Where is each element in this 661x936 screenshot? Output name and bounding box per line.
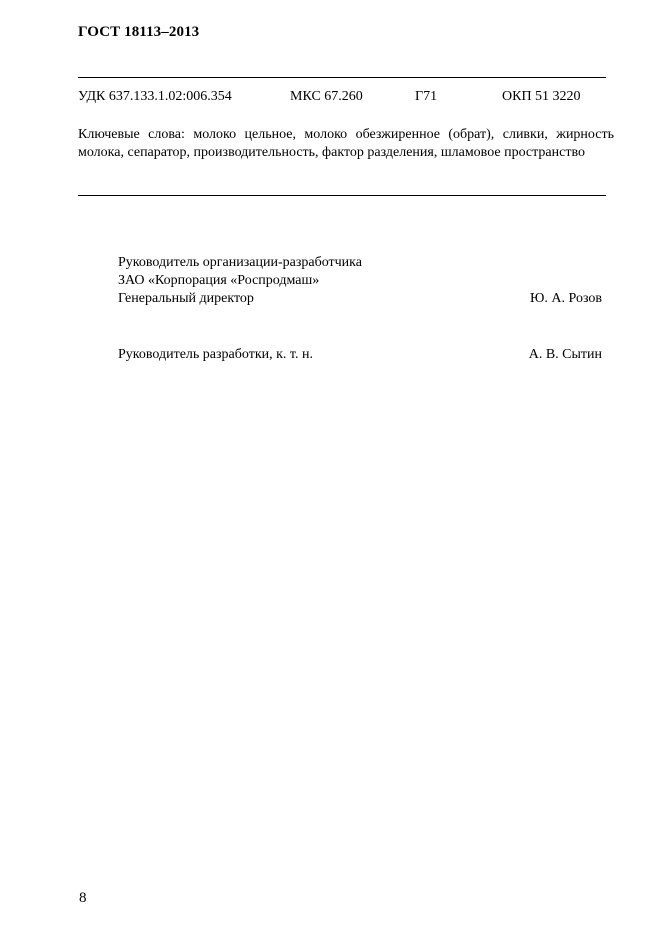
dev-head-signature-block: [118, 346, 602, 364]
classification-row: [78, 89, 606, 107]
org-head-position: Руководитель организации-разработчика: [118, 255, 362, 270]
org-head-title: Генеральный директор: [118, 291, 254, 306]
mks-code: МКС 67.260: [290, 89, 363, 104]
page-number: 8: [79, 890, 87, 906]
keywords-paragraph: Ключевые слова: молоко цельное, молоко обезжиренное (обрат), сливки, жирность молока, сепаратор, производительность, фактор разделения, шламовое пространство: [78, 127, 614, 160]
okp-code: ОКП 51 3220: [502, 89, 581, 104]
okp-group-code: Г71: [415, 89, 438, 104]
org-head-name: Ю. А. Розов: [530, 291, 602, 306]
bottom-divider: [78, 195, 606, 196]
dev-head-name: А. В. Сытин: [528, 347, 602, 362]
page-title: ГОСТ 18113–2013: [78, 24, 200, 40]
org-head-signature-block: [118, 254, 602, 308]
top-divider: [78, 77, 606, 78]
dev-head-row: [118, 346, 602, 364]
org-name: ЗАО «Корпорация «Роспродмаш»: [118, 273, 320, 288]
org-head-title-row: [118, 290, 602, 308]
dev-head-title: Руководитель разработки, к. т. н.: [118, 347, 313, 362]
udk-code: УДК 637.133.1.02:006.354: [78, 89, 232, 104]
